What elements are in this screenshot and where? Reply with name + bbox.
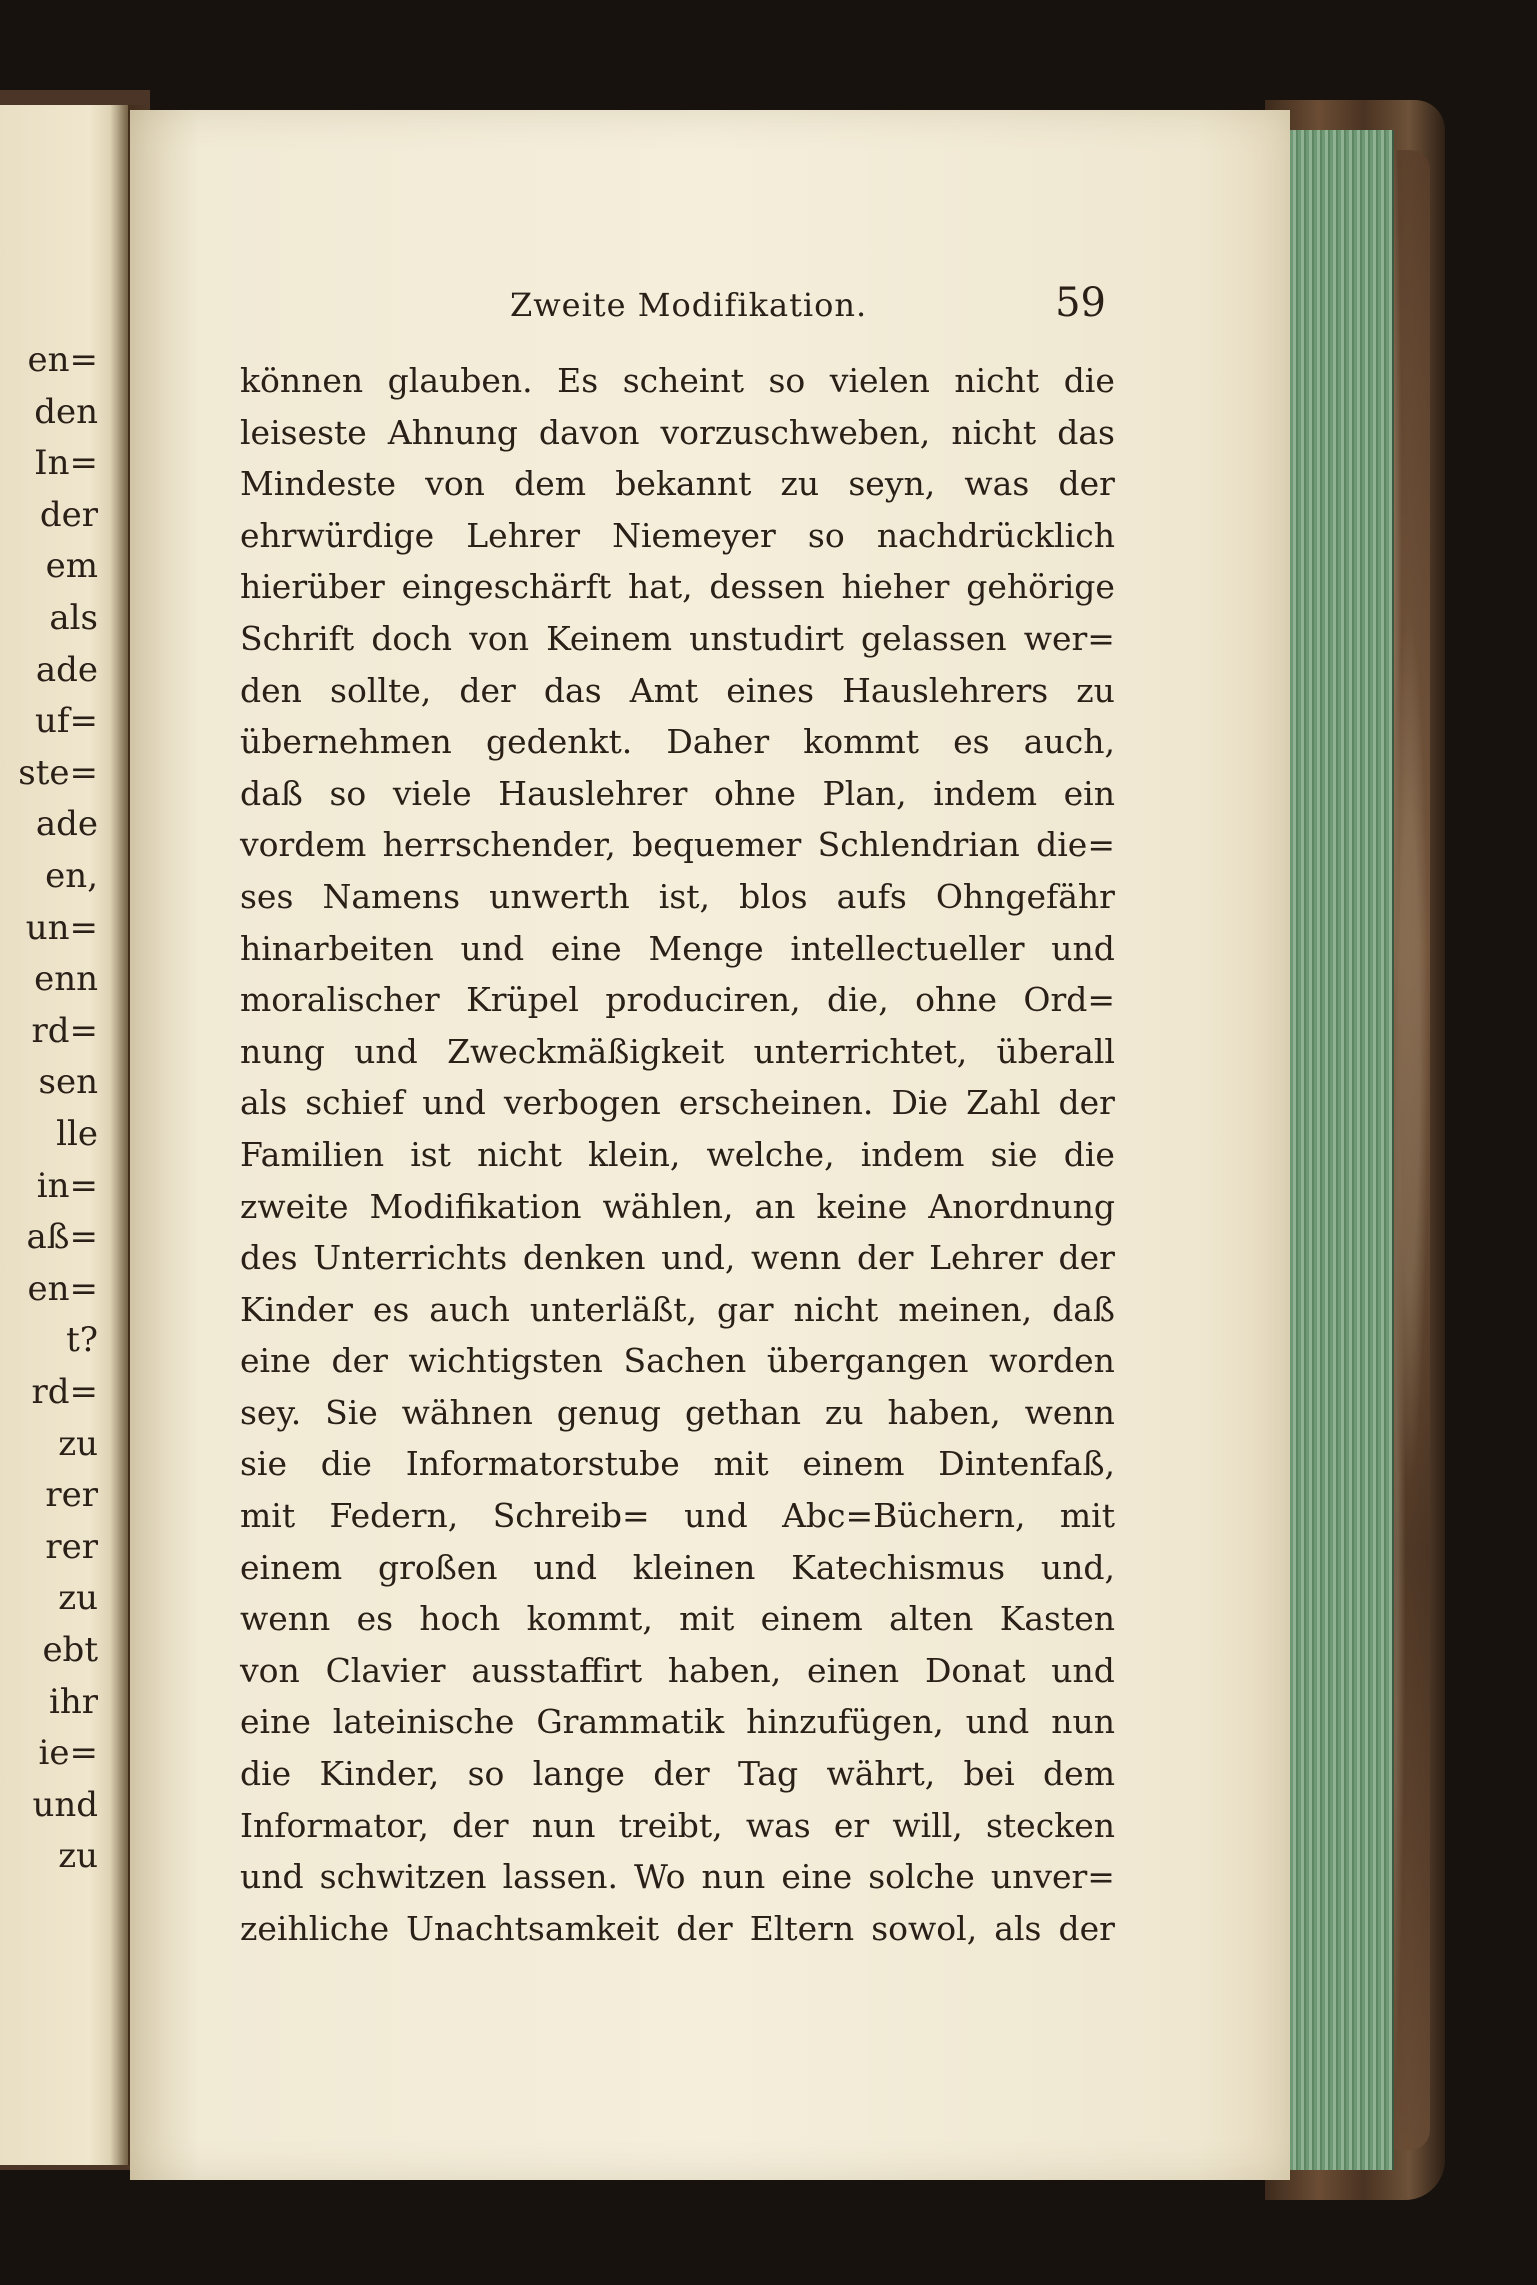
page-header [240,280,1120,330]
left-page-fragment: enn [34,959,98,1000]
text-line [240,871,1115,923]
word: und [354,1031,418,1071]
word: Hauslehrer [498,773,688,813]
word: Unachtsamkeit [406,1908,660,1948]
text-line [240,1696,1115,1748]
word: Hauslehrers [842,670,1049,710]
word: der [1058,1908,1115,1948]
text-line [240,1284,1115,1336]
word: intellectueller [790,928,1025,968]
word: zeihliche [240,1908,390,1948]
word: ses [240,876,294,916]
word: hoch [419,1599,501,1639]
word: es [372,1289,410,1329]
word: es [953,722,990,762]
word: Schlendrian [817,825,1020,865]
word: Familien [240,1134,385,1174]
word: Eltern [749,1908,855,1948]
word: nicht [951,412,1037,452]
left-page-fragment: und [32,1784,98,1825]
word: eine [240,1702,311,1742]
word: als [240,1083,288,1123]
left-page-fragment: zu [58,1836,98,1877]
word: wählen, [602,1186,734,1226]
word: sollte, [330,670,432,710]
text-line [240,1593,1115,1645]
word: gethan [684,1392,802,1432]
word: ausstaffirt [471,1650,643,1690]
word: der [653,1754,710,1794]
word: lange [532,1754,625,1794]
word: doch [371,618,453,658]
word: Sie [325,1392,378,1432]
text-line [240,1129,1115,1181]
word: nun [531,1805,596,1845]
word: mit [679,1599,735,1639]
word: Federn, [329,1496,459,1536]
left-page-fragment: ade [35,649,98,690]
word: das [1057,412,1115,452]
word: bekannt [615,464,752,504]
text-line [240,716,1115,768]
word: unterläßt, [529,1289,697,1329]
word: wenn [240,1599,331,1639]
left-page-fragment: lle [56,1114,98,1154]
left-page-fragment: t? [66,1320,98,1361]
word: ohne [713,773,796,813]
word: wenn [1024,1392,1115,1432]
word: ist [410,1134,451,1174]
word: viele [392,773,472,813]
left-page-fragment: rer [45,1526,98,1567]
word: und [240,1857,304,1897]
word: dem [514,464,587,504]
word: und [460,928,525,968]
left-page-fragment: en, [45,856,98,896]
word: gehörige [966,567,1115,607]
word: genug [556,1392,662,1432]
word: Lehrer [929,1238,1043,1278]
word: Lehrer [466,515,581,555]
word: kleinen [632,1547,756,1587]
page-number: 59 [1055,280,1106,326]
word: eine [781,1857,853,1897]
word: überall [996,1031,1115,1071]
word: nicht [477,1134,562,1174]
word: stecken [985,1805,1115,1845]
word: Niemeyer [612,515,776,555]
word: indem [933,773,1038,813]
word: hieher [841,567,950,607]
word: Unterrichts [313,1238,508,1278]
text-line [240,1387,1115,1439]
word: mit [713,1444,769,1484]
word: seyn, [848,464,936,504]
word: worden [989,1341,1115,1381]
page-body-text [240,355,1115,1954]
word: und [965,1702,1030,1742]
word: wenn [751,1238,842,1278]
text-line [240,1181,1115,1233]
word: meinen, [898,1289,1033,1329]
word: der [1058,464,1115,504]
word: ehrwürdige [240,515,435,555]
word: nung [240,1031,325,1071]
word: produciren, [605,980,801,1020]
word: hinzufügen, [746,1702,944,1742]
word: ohne [915,980,997,1020]
word: der [1058,1238,1115,1278]
word: übergangen [766,1341,969,1381]
word: Krüpel [466,980,579,1020]
word: welche, [706,1134,835,1174]
word: nun [701,1857,766,1897]
left-page-fragment: ade [35,804,98,845]
word: nun [1051,1702,1115,1742]
word: Dintenfaß, [938,1444,1115,1484]
word: der [459,670,516,710]
word: können [240,361,364,400]
word: Keinem [546,618,673,658]
word: herrschender, [382,825,616,865]
word: Sachen [623,1341,747,1381]
word: Daher [666,722,770,762]
text-line [240,1438,1115,1490]
left-page-fragment: zu [58,1578,98,1619]
left-page-fragment: rer [45,1475,98,1516]
word: Wo [633,1857,686,1897]
text-line [240,510,1115,562]
word: ein [1063,773,1115,813]
word: daß [1052,1289,1115,1329]
text-line [240,1335,1115,1387]
text-line [240,1232,1115,1284]
word: lateinische [332,1702,515,1742]
word: bequemer [632,825,802,865]
left-page-fragment: en= [27,1268,98,1309]
word: Ord= [1023,980,1115,1020]
word: und [1051,928,1115,968]
text-line [240,407,1115,459]
word: so [329,773,367,813]
word: glauben. [387,361,533,400]
word: mit [1059,1496,1115,1536]
word: und [1051,1650,1115,1690]
word: dessen [709,567,825,607]
word: des [240,1238,298,1278]
left-page-fragment: uf= [35,701,98,742]
word: zweite [240,1186,349,1226]
left-page-fragment: sen [38,1062,98,1103]
left-page-fragment: em [45,546,98,587]
left-page-fragment: un= [25,907,98,948]
word: unstudirt [689,618,844,658]
word: der [1058,1083,1115,1123]
word: von [240,1650,300,1690]
left-page-fragment: den [34,391,98,432]
word: und [533,1547,597,1587]
text-line [240,819,1115,871]
word: währt, [826,1754,936,1794]
word: nicht [793,1289,879,1329]
word: Plan, [822,773,907,813]
text-line [240,1645,1115,1697]
left-page-fragment: als [49,598,98,638]
text-line [240,974,1115,1026]
text-line [240,1903,1115,1955]
word: nicht [954,361,1040,400]
left-page-fragment: In= [34,443,98,484]
word: indem [860,1134,965,1174]
word: zu [824,1392,864,1432]
word: Mindeste [240,464,396,504]
word: die [1063,361,1115,400]
word: Clavier [325,1650,446,1690]
word: den [240,670,302,710]
left-page-fragment: en= [27,340,98,380]
word: Es [557,361,599,400]
word: Informator, [240,1805,429,1845]
word: lassen. [502,1857,618,1897]
text-line [240,1026,1115,1078]
word: aufs [836,876,907,916]
word: Schrift [240,618,355,658]
word: will, [892,1805,963,1845]
word: scheint [622,361,744,400]
left-page-fragment: zu [58,1423,98,1464]
word: vordem [240,825,367,865]
word: klein, [587,1134,681,1174]
word: vorzuschweben, [660,412,931,452]
word: wähnen [401,1392,533,1432]
word: haben, [667,1650,782,1690]
word: Zweckmäßigkeit [447,1031,725,1071]
left-page-fragment: der [39,494,98,535]
word: sowol, [871,1908,978,1948]
word: so [467,1754,505,1794]
word: Tag [737,1754,799,1794]
word: Ohngefähr [935,876,1115,916]
left-page-fragment: ebt [42,1630,98,1670]
word: Donat [924,1650,1026,1690]
word: moralischer [240,980,440,1020]
word: auch [429,1289,510,1329]
word: die, [827,980,889,1020]
word: eine [240,1341,311,1381]
left-page-fragment: ihr [48,1681,98,1722]
word: verbogen [503,1083,661,1123]
word: erscheinen. [678,1083,874,1123]
word: bei [963,1754,1015,1794]
word: einem [240,1547,343,1587]
word: nachdrücklich [876,515,1115,555]
word: Schreib= [492,1496,650,1536]
word: vielen [829,361,930,400]
word: hat, [627,567,693,607]
word: einen [807,1650,900,1690]
word: gelassen [861,618,1007,658]
word: das [543,670,602,710]
page-block-edge [1282,130,1394,2170]
word: als [994,1908,1042,1948]
word: von [469,618,529,658]
word: unterrichtet, [753,1031,968,1071]
word: hinarbeiten [240,928,434,968]
text-line [240,458,1115,510]
text-line [240,355,1115,407]
text-line [240,768,1115,820]
text-line [240,923,1115,975]
word: übernehmen [240,722,452,762]
word: und, [661,1238,736,1278]
word: haben, [887,1392,1001,1432]
word: kommt, [526,1599,653,1639]
word: und [422,1083,486,1123]
left-page-fragment: ste= [18,752,98,793]
word: denken [522,1238,646,1278]
word: der [331,1341,388,1381]
word: Grammatik [536,1702,725,1742]
word: Zahl [966,1083,1041,1123]
word: Kinder [240,1289,353,1329]
word: gar [716,1289,774,1329]
running-head: Zweite Modifikation. [510,286,868,324]
text-line [240,665,1115,717]
word: Kinder, [319,1754,440,1794]
word: hierüber [240,567,385,607]
left-page-fragment: ie= [38,1733,98,1774]
word: die [1063,1134,1115,1174]
word: kommt [803,722,919,762]
text-line [240,1542,1115,1594]
word: großen [377,1547,498,1587]
word: schief [305,1083,405,1123]
word: Modifikation [369,1186,582,1226]
word: und [684,1496,748,1536]
word: wichtigsten [408,1341,603,1381]
word: wer= [1023,618,1115,658]
word: Katechismus [791,1547,1006,1587]
word: eingeschärft [401,567,612,607]
word: dem [1043,1754,1115,1794]
word: daß [240,773,303,813]
word: zu [780,464,820,504]
left-page-fragment: in= [36,1165,98,1206]
word: die [240,1754,292,1794]
word: Die [891,1083,949,1123]
word: sie [240,1444,288,1484]
word: Namens [322,876,461,916]
word: eines [726,670,815,710]
text-line [240,613,1115,665]
word: treibt, [618,1805,723,1845]
word: sie [990,1134,1038,1174]
word: unver= [990,1857,1115,1897]
word: unwerth [489,876,630,916]
word: was [745,1805,811,1845]
text-line [240,561,1115,613]
word: keine [816,1186,908,1226]
word: leiseste [240,412,367,452]
word: gedenkt. [485,722,633,762]
word: was [964,464,1030,504]
word: Kasten [999,1599,1115,1639]
word: so [768,361,806,400]
word: Ahnung [387,412,518,452]
word: solche [868,1857,975,1897]
text-line [240,1490,1115,1542]
text-line [240,1748,1115,1800]
word: Menge [648,928,764,968]
word: zu [1076,670,1115,710]
word: es [356,1599,394,1639]
word: die= [1036,825,1115,865]
word: der [856,1238,914,1278]
word: mit [240,1496,296,1536]
word: ist, [658,876,711,916]
word: Abc=Büchern, [782,1496,1026,1536]
word: davon [538,412,640,452]
text-line [240,1077,1115,1129]
word: sey. [240,1392,302,1432]
word: alten [889,1599,974,1639]
text-line [240,1800,1115,1852]
left-page-fragment: rd= [31,1372,98,1412]
word: Informatorstube [405,1444,680,1484]
word: einem [802,1444,905,1484]
word: auch, [1023,722,1115,762]
word: schwitzen [319,1857,487,1897]
word: Anordnung [928,1186,1115,1226]
word: einem [760,1599,863,1639]
word: der [676,1908,733,1948]
word: Amt [629,670,699,710]
text-line [240,1851,1115,1903]
word: und, [1040,1547,1115,1587]
word: von [425,464,485,504]
word: an [754,1186,796,1226]
left-page-fragment: aß= [26,1217,98,1258]
word: die [320,1444,372,1484]
word: blos [739,876,808,916]
word: er [833,1805,870,1845]
word: der [452,1805,509,1845]
word: so [807,515,845,555]
word: eine [550,928,622,968]
left-page-fragment: rd= [31,1010,98,1051]
